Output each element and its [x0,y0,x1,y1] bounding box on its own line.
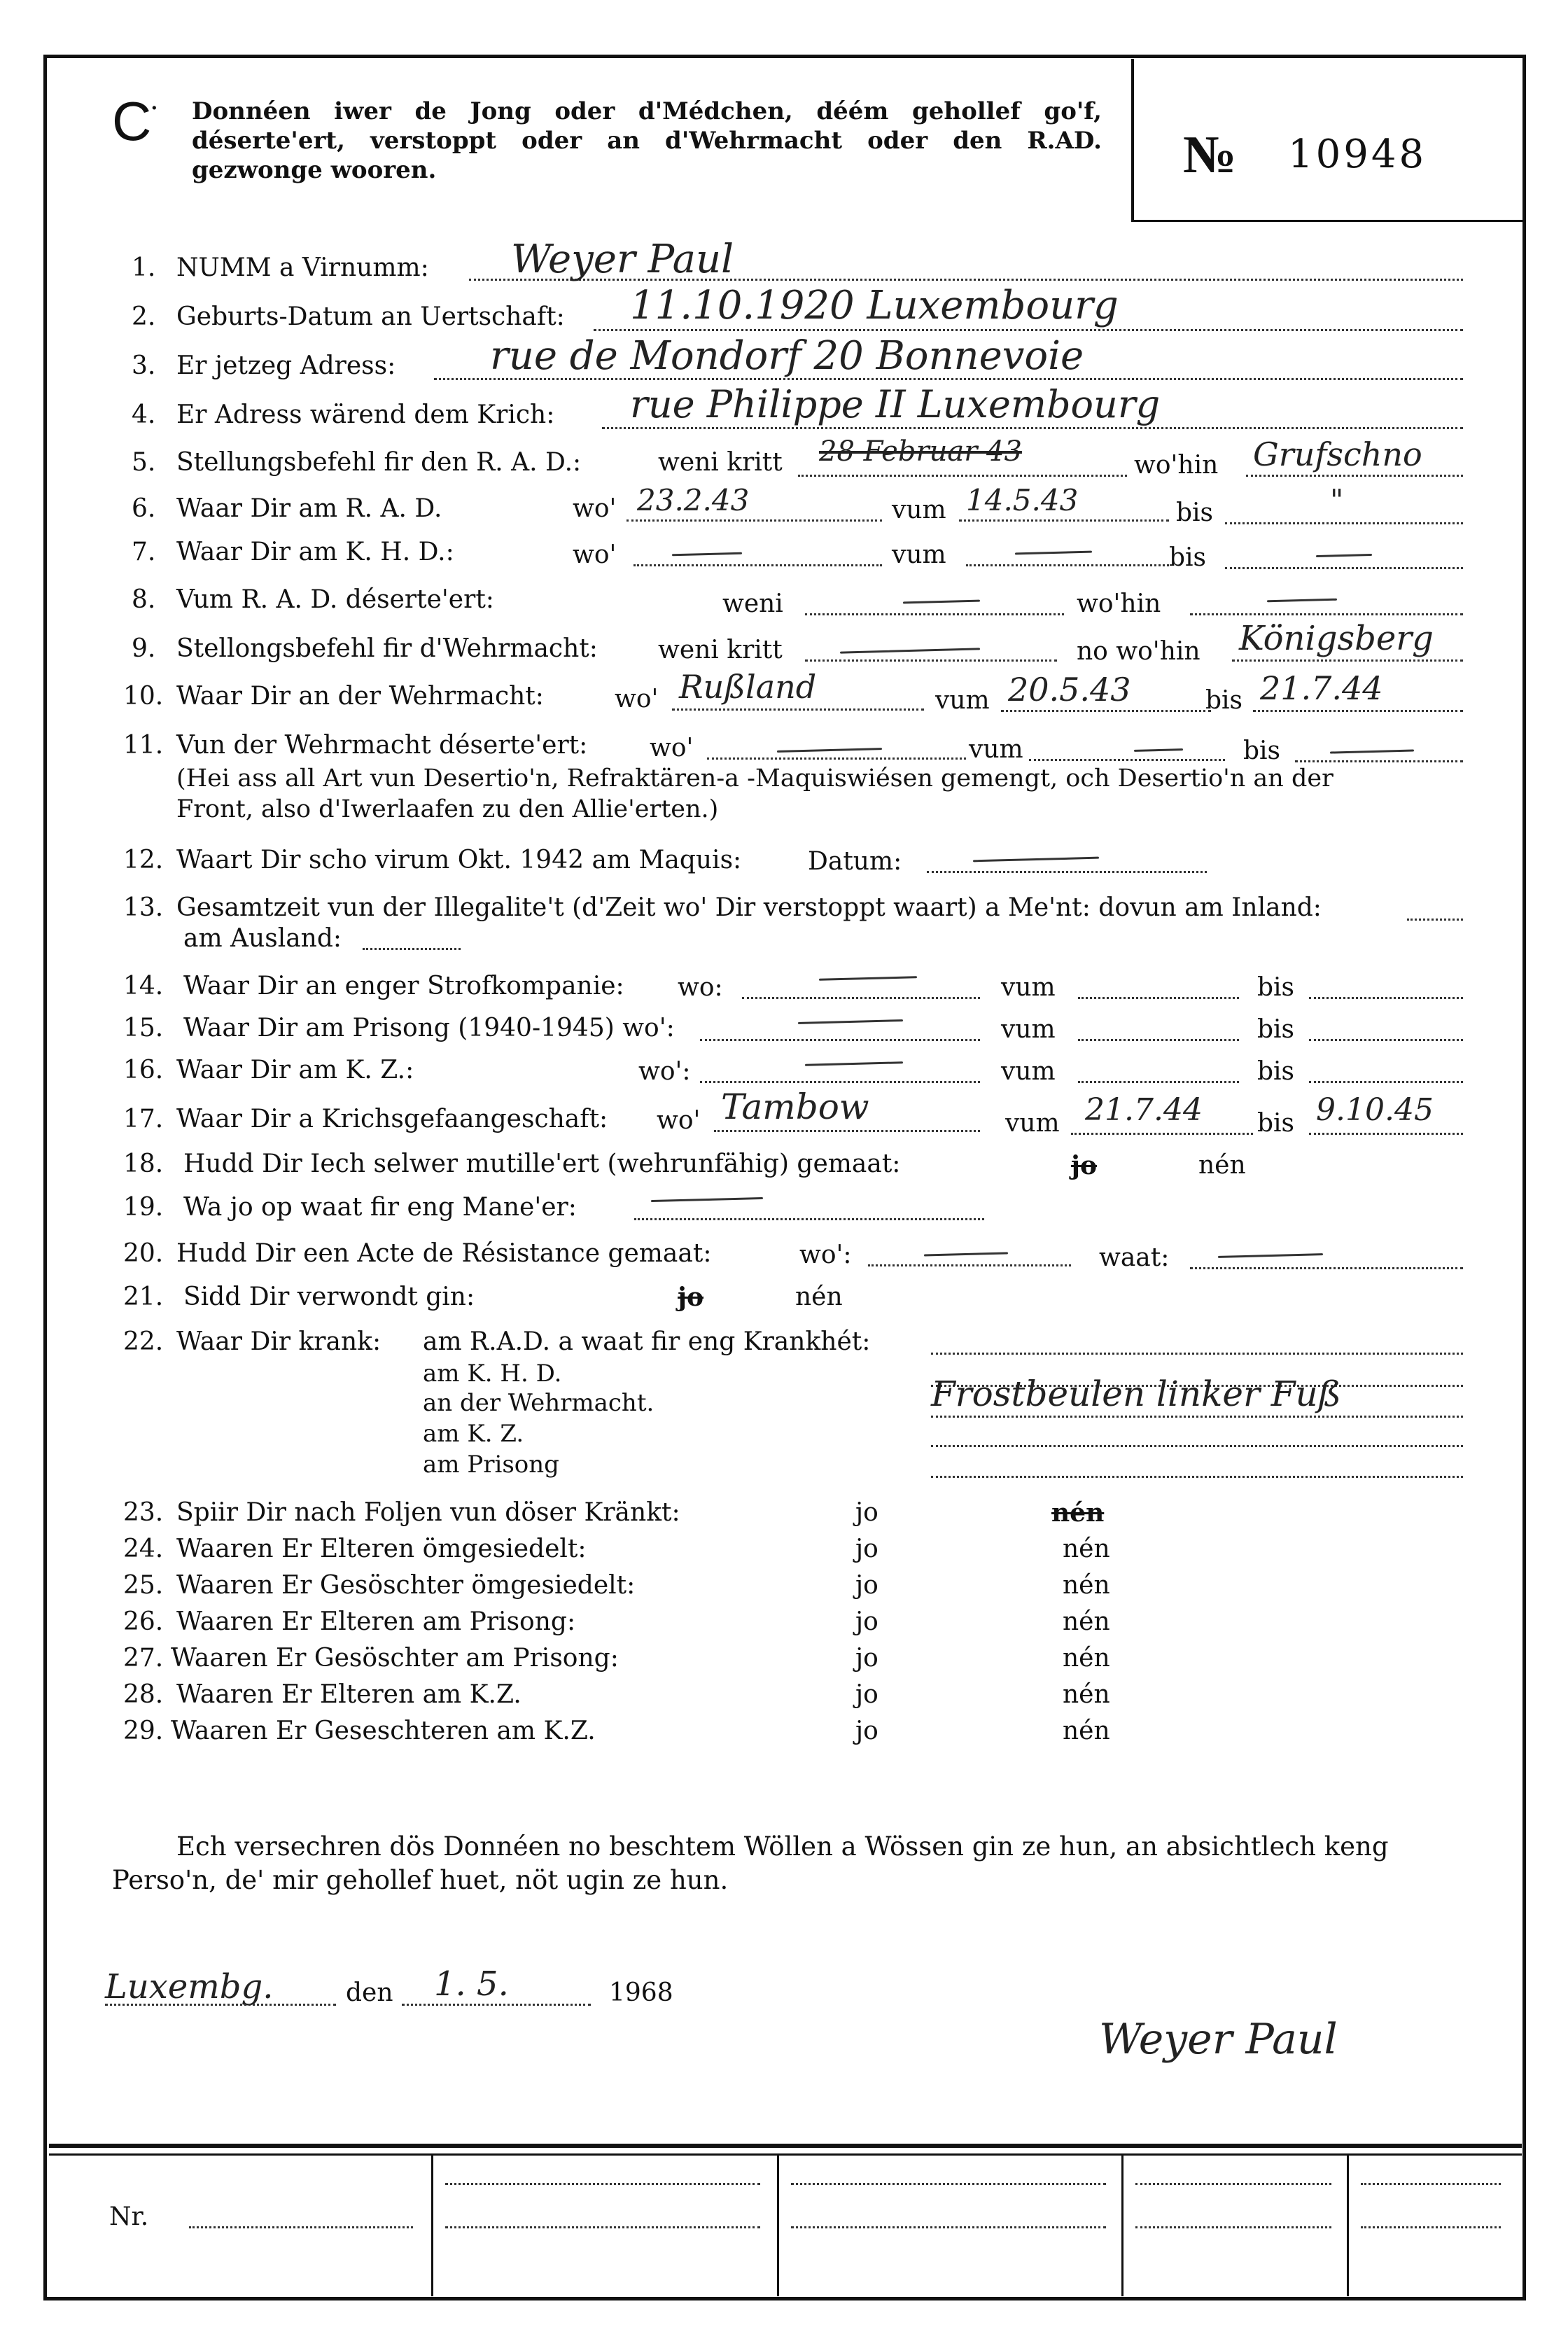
q9-weni-dotline [805,659,1057,662]
q18-jo-option[interactable]: jo [1071,1151,1098,1180]
q16-wo-label: wo': [638,1057,691,1086]
q29-number: 29. [123,1717,164,1745]
q22-sub-prisong: am Prisong [423,1451,559,1479]
q29-label: Waaren Er Geseschteren am K.Z. [171,1717,596,1745]
q6-bis-dotline [1225,522,1463,524]
q3-label: Er jetzeg Adress: [176,351,396,380]
q19-dotline [634,1218,984,1220]
q8-weni-label: weni [722,589,783,618]
q10-number: 10. [123,682,164,711]
q24-nen-option[interactable]: nén [1063,1535,1110,1563]
q19-label: Wa jo op waat fir eng Mane'er: [183,1193,577,1222]
q14-wo-label: wo: [678,973,723,1002]
q7-bis-dotline [1225,567,1463,569]
q11-note-line2: Front, also d'Iwerlaafen zu den Allie'erten.) [176,795,719,823]
q4-dotline [602,427,1463,429]
q19-number: 19. [123,1193,164,1222]
q16-vum-label: vum [1001,1057,1056,1086]
q20-wo-dotline [868,1264,1071,1266]
q12-datum-label: Datum: [808,847,902,876]
q16-label: Waar Dir am K. Z.: [176,1056,414,1084]
q5-wohin-value[interactable]: Grufschno [1253,435,1422,473]
q8-label: Vum R. A. D. déserte'ert: [176,585,494,614]
q12-label: Waart Dir scho virum Okt. 1942 am Maquis: [176,846,742,874]
footer-col4-dotline-2 [1135,2226,1331,2228]
q11-bis-dotline [1295,760,1463,762]
q7-wo-dotline [634,564,882,566]
q6-vum-value[interactable]: 14.5.43 [966,483,1079,517]
q25-number: 25. [123,1571,164,1600]
q17-bis-dotline [1309,1133,1463,1135]
q22-dotline-5 [931,1476,1463,1478]
q2-value[interactable]: 11.10.1920 Luxembourg [630,283,1119,328]
q17-number: 17. [123,1105,164,1133]
q10-bis-value[interactable]: 21.7.44 [1260,669,1383,707]
q14-number: 14. [123,972,164,1000]
declaration-line2: Perso'n, de' mir gehollef huet, nöt ugin ze hun. [112,1865,729,1895]
q27-nen-option[interactable]: nén [1063,1644,1110,1673]
q10-label: Waar Dir an der Wehrmacht: [176,682,544,711]
q14-vum-label: vum [1001,973,1056,1002]
footer-col-divider-3 [1121,2153,1124,2296]
q15-number: 15. [123,1014,164,1042]
q14-bis-dotline [1309,997,1463,999]
q22-value[interactable]: Frostbeulen linker Fuß [931,1374,1342,1414]
q5-label: Stellungsbefehl fir den R. A. D.: [176,448,582,477]
footer-col-divider-2 [777,2153,779,2296]
q15-bis-dotline [1309,1039,1463,1041]
footer-nr-dotline [189,2226,413,2228]
footer-col5-dotline-2 [1361,2226,1501,2228]
q16-number: 16. [123,1056,164,1084]
sign-den-label: den [346,1978,393,2007]
q28-nen-option[interactable]: nén [1063,1680,1110,1709]
q5-weni-label: weni kritt [658,448,783,477]
declaration-line1: Ech versechren dös Donnéen no beschtem Wöllen a Wössen gin ze hun, an absichtlech keng [176,1831,1389,1862]
q17-vum-dotline [1071,1133,1253,1135]
q22-dotline-3 [931,1416,1463,1418]
q16-wo-dotline [700,1081,980,1083]
q3-number: 3. [132,351,156,380]
footer-rule-thin [49,2153,1522,2156]
footer-col2-dotline-1 [445,2183,760,2185]
q2-dotline [594,329,1463,331]
q8-number: 8. [132,585,156,614]
q5-number: 5. [132,448,156,477]
q16-bis-label: bis [1257,1057,1295,1086]
q14-wo-dotline [742,997,980,999]
q20-number: 20. [123,1239,164,1268]
q27-label: Waaren Er Gesöschter am Prisong: [171,1644,619,1673]
q17-vum-value[interactable]: 21.7.44 [1085,1092,1203,1128]
q6-bis-label: bis [1176,498,1214,527]
q10-wo-label: wo' [615,685,659,713]
q8-weni-dotline [805,613,1064,615]
q11-wo-label: wo' [650,734,694,762]
q24-number: 24. [123,1535,164,1563]
sign-date[interactable]: 1. 5. [434,1964,509,2004]
q14-label: Waar Dir an enger Strofkompanie: [183,972,624,1000]
q11-vum-label: vum [969,735,1023,764]
q22-sub-khd: am K. H. D. [423,1360,562,1388]
q9-label: Stellongsbefehl fir d'Wehrmacht: [176,634,598,663]
q28-number: 28. [123,1680,164,1709]
q6-wo-value[interactable]: 23.2.43 [637,483,750,517]
q16-bis-dotline [1309,1081,1463,1083]
q22-sub-rad: am R.A.D. a waat fir eng Krankhét: [423,1327,871,1356]
q24-jo-option[interactable]: jo [855,1535,878,1563]
q4-label: Er Adress wärend dem Krich: [176,400,555,429]
q10-vum-label: vum [935,686,990,715]
q6-bis-value[interactable]: " [1330,483,1344,517]
footer-col2-dotline-2 [445,2226,760,2228]
q3-value[interactable]: rue de Mondorf 20 Bonnevoie [490,333,1084,379]
q7-bis-label: bis [1169,543,1207,572]
q14-bis-label: bis [1257,973,1295,1002]
q7-number: 7. [132,538,156,566]
header-rule [1131,220,1526,222]
q7-label: Waar Dir am K. H. D.: [176,538,454,566]
q27-number: 27. [123,1644,164,1673]
q23-label: Spiir Dir nach Foljen vun döser Kränkt: [176,1498,680,1527]
q11-vum-dotline [1029,759,1225,761]
q7-wo-label: wo' [573,540,617,569]
q21-jo-option[interactable]: jo [678,1283,704,1312]
q11-wo-dotline [707,757,966,760]
q22-dotline-1 [931,1353,1463,1355]
footer-rule-thick [49,2144,1522,2148]
q14-vum-dotline [1078,997,1239,999]
q17-vum-label: vum [1005,1109,1060,1138]
q6-number: 6. [132,494,156,523]
q28-jo-option[interactable]: jo [855,1680,878,1709]
sign-place[interactable]: Luxembg. [105,1967,274,2006]
q5-wohin-dotline [1246,475,1463,477]
q6-vum-dotline [959,519,1169,522]
q7-vum-dotline [966,564,1169,566]
q2-label: Geburts-Datum an Uertschaft: [176,302,565,331]
q15-vum-label: vum [1001,1015,1056,1044]
q22-sub-wehrmacht: an der Wehrmacht. [423,1389,654,1417]
footer-col3-dotline-2 [791,2226,1106,2228]
q10-vum-dotline [1001,710,1211,712]
q18-number: 18. [123,1150,164,1178]
q22-sub-kz: am K. Z. [423,1420,524,1448]
q10-wo-dotline [672,708,924,711]
q22-number: 22. [123,1327,164,1356]
q15-label: Waar Dir am Prisong (1940-1945) wo': [183,1014,675,1042]
q16-vum-dotline [1078,1081,1239,1083]
q15-vum-dotline [1078,1039,1239,1041]
q23-jo-option[interactable]: jo [855,1498,878,1527]
q21-number: 21. [123,1283,164,1311]
q29-jo-option[interactable]: jo [855,1717,878,1745]
q26-jo-option[interactable]: jo [855,1607,878,1636]
footer-col4-dotline-1 [1135,2183,1331,2185]
q12-dotline [927,871,1207,873]
q10-vum-value[interactable]: 20.5.43 [1008,671,1131,708]
q18-label: Hudd Dir Iech selwer mutille'ert (wehrunfähig) gemaat: [183,1150,901,1178]
q6-wo-dotline [626,519,882,522]
q29-nen-option[interactable]: nén [1063,1717,1110,1745]
q4-value[interactable]: rue Philippe II Luxembourg [630,382,1161,426]
q6-vum-label: vum [892,496,946,524]
q20-waat-dotline [1190,1267,1463,1269]
section-dot: · [150,92,159,125]
footer-nr-label: Nr. [109,2202,149,2231]
q11-note-line1: (Hei ass all Art vun Desertio'n, Refraktären-a -Maquiswiésen gemengt, och Desertio'n an der [176,764,1334,793]
q15-bis-label: bis [1257,1015,1295,1044]
footer-col3-dotline-1 [791,2183,1106,2185]
q11-number: 11. [123,731,164,760]
header-divider [1131,59,1134,220]
q22-label: Waar Dir krank: [176,1327,382,1356]
q23-number: 23. [123,1498,164,1527]
q12-number: 12. [123,846,164,874]
sign-date-dotline [402,2004,591,2006]
q10-bis-label: bis [1205,686,1243,715]
q22-dotline-4 [931,1445,1463,1447]
q21-label: Sidd Dir verwondt gin: [183,1283,475,1311]
q6-label: Waar Dir am R. A. D. [176,494,442,523]
q1-label: NUMM a Virnumm: [176,253,429,282]
q13-inland-dotline [1407,919,1463,921]
signature[interactable]: Weyer Paul [1099,2015,1338,2064]
q1-number: 1. [132,253,156,282]
q13-number: 13. [123,893,164,922]
q6-wo-label: wo' [573,494,617,523]
q20-waat-label: waat: [1099,1243,1170,1272]
sign-year: 1968 [609,1978,673,2007]
q9-weni-label: weni kritt [658,636,783,664]
q26-number: 26. [123,1607,164,1636]
q17-bis-label: bis [1257,1109,1295,1138]
q17-wo-dotline [714,1130,980,1132]
q8-wohin-label: wo'hin [1077,589,1161,618]
q17-bis-value[interactable]: 9.10.45 [1316,1092,1434,1128]
q1-value[interactable]: Weyer Paul [511,237,734,282]
q7-vum-label: vum [892,540,946,569]
q10-wo-value[interactable]: Rußland [679,668,817,706]
q4-number: 4. [132,400,156,429]
q27-jo-option[interactable]: jo [855,1644,878,1673]
footer-col-divider-4 [1347,2153,1349,2296]
q9-wohin-dotline [1232,659,1463,662]
footer-col5-dotline-1 [1361,2183,1501,2185]
q10-bis-dotline [1253,710,1463,712]
number-label: № [1183,125,1237,184]
q13-label: Gesamtzeit vun der Illegalite't (d'Zeit wo' Dir verstoppt waart) a Me'nt: dovun am Inland: [176,893,1322,922]
q8-wohin-dotline [1190,613,1463,615]
section-letter: C [112,90,152,152]
q20-label: Hudd Dir een Acte de Résistance gemaat: [176,1239,712,1268]
q25-nen-option[interactable]: nén [1063,1571,1110,1600]
q5-weni-dotline [798,475,1127,477]
form-number: 10948 [1288,132,1427,177]
q17-label: Waar Dir a Krichsgefaangeschaft: [176,1105,608,1133]
q13-ausland-dotline [363,948,461,950]
q15-wo-dotline [700,1039,980,1041]
q23-nen-option[interactable]: nén [1051,1498,1105,1528]
q21-nen-option[interactable]: nén [795,1283,843,1311]
q17-wo-label: wo' [657,1106,701,1135]
q26-label: Waaren Er Elteren am Prisong: [176,1607,576,1636]
q25-label: Waaren Er Gesöschter ömgesiedelt: [176,1571,636,1600]
q11-label: Vun der Wehrmacht déserte'ert: [176,731,588,760]
form-heading: Donnéen iwer de Jong oder d'Médchen, déém gehollef go'f, déserte'ert, verstoppt oder an d'Wehrmacht oder den R.AD. gezwonge wooren. [192,97,1102,184]
sign-place-dotline [105,2004,336,2006]
q13-ausland-label: am Ausland: [183,924,342,953]
q17-wo-value[interactable]: Tambow [721,1087,869,1127]
q28-label: Waaren Er Elteren am K.Z. [176,1680,522,1709]
q25-jo-option[interactable]: jo [855,1571,878,1600]
q24-label: Waaren Er Elteren ömgesiedelt: [176,1535,587,1563]
q5-wohin-label: wo'hin [1134,451,1219,480]
q5-weni-value[interactable]: 28 Februar 43 [819,435,1022,468]
q11-bis-label: bis [1243,736,1281,765]
q26-nen-option[interactable]: nén [1063,1607,1110,1636]
q2-number: 2. [132,302,156,331]
q9-wohin-label: no wo'hin [1077,637,1200,666]
q9-number: 9. [132,634,156,663]
q9-wohin-value[interactable]: Königsberg [1239,619,1434,658]
q18-nen-option[interactable]: nén [1198,1151,1246,1180]
q20-wo-label: wo': [799,1241,852,1269]
footer-col-divider-1 [431,2153,433,2296]
